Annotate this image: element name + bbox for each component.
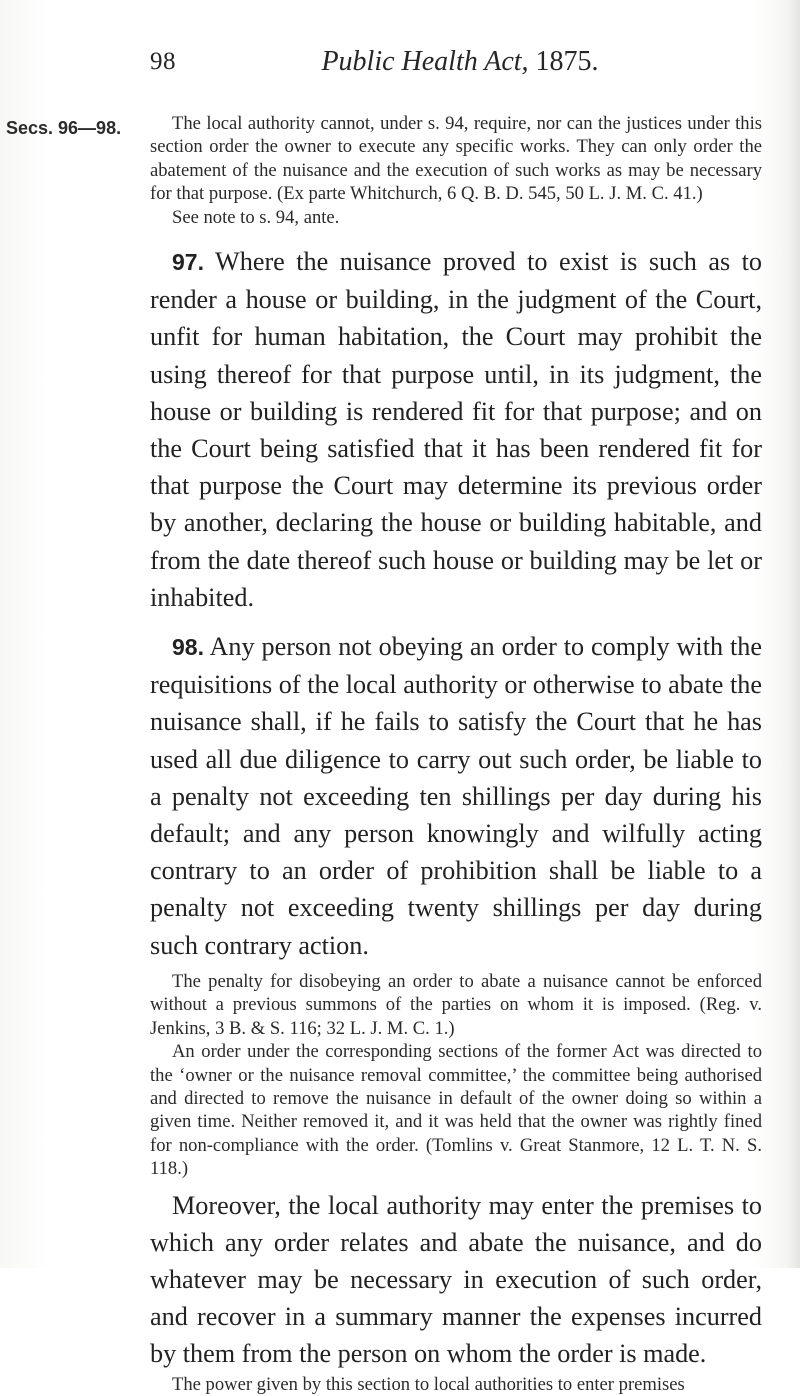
note-paragraph: An order under the corresponding sections of the former Act was directed to the ‘owner or the nuisance removal committee,’ the committee being authorised and directed to remove the nuisance in default of the owner doing so within a given time. Neither removed it, and it was held that the owner was rightly fined for non-compliance with the order. (Tomlins v. Great Stanmore, 12 L. T. N. S. 118.): [150, 1041, 762, 1180]
section-text: Where the nuisance proved to exist is such as to render a house or building, in the judgment of the Court, unfit for human habitation, the Court may prohibit the using thereof for that purpose until, in its judgment, the house or building is rendered fit for that purpose; and on the Court being satisfied that it has been rendered fit for that purpose the Court may determine its previous order by another, declaring the house or building habitable, and from the date thereof such house or building may be let or inhabited.: [150, 247, 763, 612]
note-paragraph: The local authority cannot, under s. 94, require, nor can the justices under this section order the owner to execute any specific works. They can only order the abatement of the nuisance and the execution of such works as may be necessary for that purpose. (Ex parte Whitchurch, 6 Q. B. D. 545, 50 L. J. M. C. 41.): [150, 113, 762, 205]
note-paragraph: The penalty for disobeying an order to abate a nuisance cannot be enforced without a previous summons of the parties on whom it is imposed. (Reg. v. Jenkins, 3 B. & S. 116; 32 L. J. M. C. 1.): [150, 970, 762, 1039]
section-98: [150, 628, 762, 964]
page-edge-shadow: [786, 0, 800, 1268]
section-number: 97.: [172, 249, 204, 276]
running-header: [150, 46, 760, 82]
section-97: [150, 243, 762, 616]
note-paragraph: The power given by this section to local authorities to enter premises: [172, 1373, 685, 1395]
note-paragraph: See note to s. 94, ante.: [172, 206, 340, 228]
text-column: [150, 112, 762, 1396]
section-number: 98.: [172, 634, 204, 661]
running-title-text: Public Health Act,: [321, 46, 529, 77]
page-number: 98: [150, 48, 176, 75]
section-98-continuation: Moreover, the local authority may enter the premises to which any order relates and abate the nuisance, and do whatever may be necessary in execution of such order, and recover in a summary manner the expenses incurred by them from the person on whom the order is made.: [150, 1190, 762, 1369]
margin-section-reference: Secs. 96—98.: [6, 118, 122, 138]
section-text: Any person not obeying an order to comply with the requisitions of the local authority or otherwise to abate the nuisance shall, if he fails to satisfy the Court that he has used all due diligence to carry out such order, be liable to a penalty not exceeding ten shillings per day during his default; and any person knowingly and wilfully acting contrary to an order of prohibition shall be liable to a penalty not exceeding twenty shillings per day during such contrary action.: [150, 632, 762, 960]
running-title: [260, 46, 660, 78]
running-title-year: 1875.: [535, 46, 599, 77]
